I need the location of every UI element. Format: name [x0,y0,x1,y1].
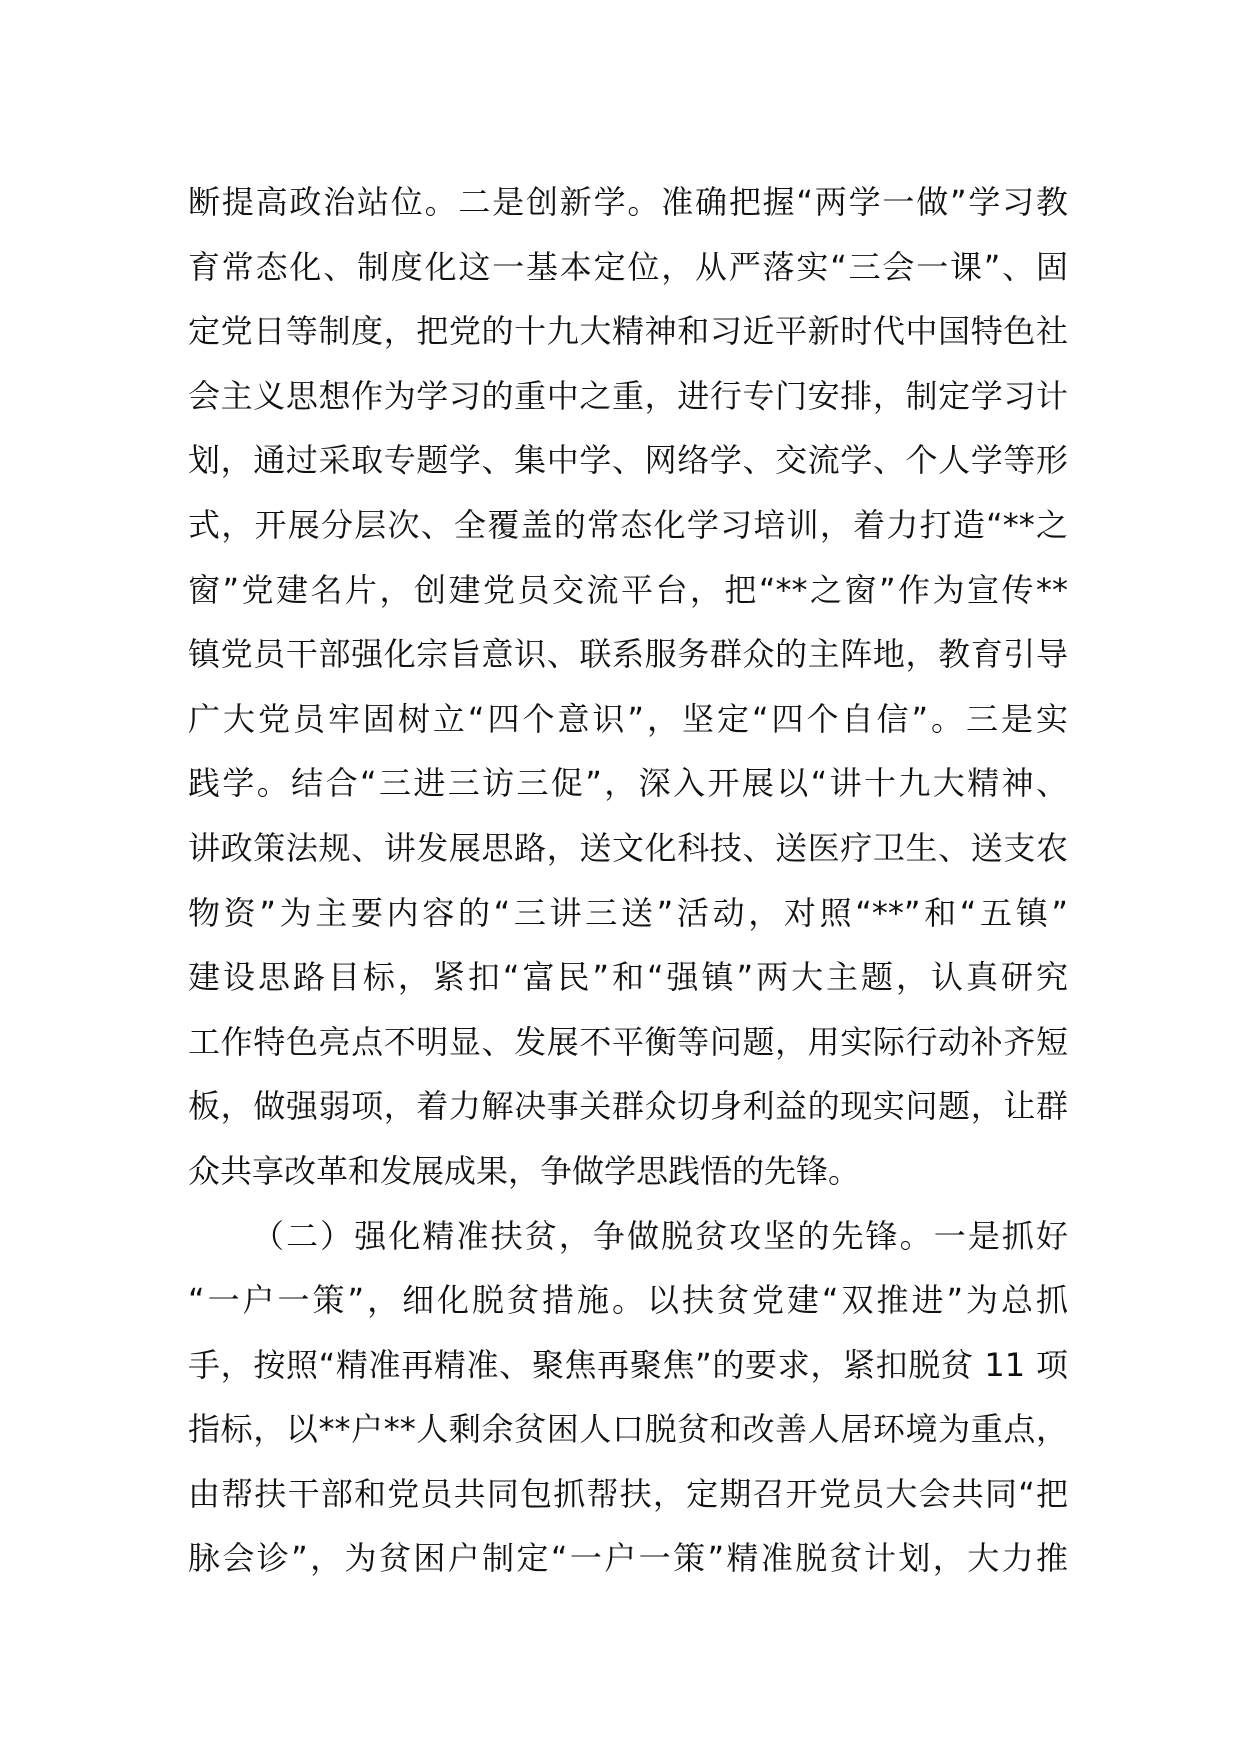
paragraph-1 [188,170,1068,1204]
text-line: 板，做强弱项，着力解决事关群众切身利益的现实问题，让群 [188,1087,1068,1126]
text-line: 物资”为主要内容的“三讲三送”活动，对照“**”和“五镇” [188,893,1068,932]
text-line: 会主义思想作为学习的重中之重，进行专门安排，制定学习计 [188,376,1068,415]
section-heading-line: （二）强化精准扶贫，争做脱贫攻坚的先锋。一是抓好 [252,1216,1068,1255]
text-line: 手，按照“精准再精准、聚焦再聚焦”的要求，紧扣脱贫 11 项 [188,1345,1068,1384]
text-line: 践学。结合“三进三访三促”，深入开展以“讲十九大精神、 [188,764,1068,803]
text-line: 工作特色亮点不明显、发展不平衡等问题，用实际行动补齐短 [188,1022,1068,1061]
text-line: 式，开展分层次、全覆盖的常态化学习培训，着力打造“**之 [188,505,1068,544]
text-line: 脉会诊”，为贫困户制定“一户一策”精准脱贫计划，大力推 [188,1539,1068,1578]
text-line: 镇党员干部强化宗旨意识、联系服务群众的主阵地，教育引导 [188,635,1068,674]
text-line: “一户一策”，细化脱贫措施。以扶贫党建“双推进”为总抓 [188,1281,1068,1320]
text-line: 育常态化、制度化这一基本定位，从严落实“三会一课”、固 [188,247,1068,286]
text-line: 由帮扶干部和党员共同包抓帮扶，定期召开党员大会共同“把 [188,1474,1068,1513]
text-line: 众共享改革和发展成果，争做学思践悟的先锋。 [188,1151,861,1190]
text-line: 广大党员牢固树立“四个意识”，坚定“四个自信”。三是实 [188,699,1068,738]
text-line: 讲政策法规、讲发展思路，送文化科技、送医疗卫生、送支农 [188,828,1068,867]
document-body [188,170,1068,1591]
text-line: 指标，以**户**人剩余贫困人口脱贫和改善人居环境为重点， [188,1410,1068,1449]
text-line: 断提高政治站位。二是创新学。准确把握“两学一做”学习教 [188,183,1068,221]
paragraph-2 [188,1204,1068,1592]
text-line: 窗”党建名片，创建党员交流平台，把“**之窗”作为宣传** [188,570,1068,609]
text-line: 定党日等制度，把党的十九大精神和习近平新时代中国特色社 [188,312,1068,351]
text-line: 建设思路目标，紧扣“富民”和“强镇”两大主题，认真研究 [188,958,1068,997]
text-line: 划，通过采取专题学、集中学、网络学、交流学、个人学等形 [188,441,1068,480]
